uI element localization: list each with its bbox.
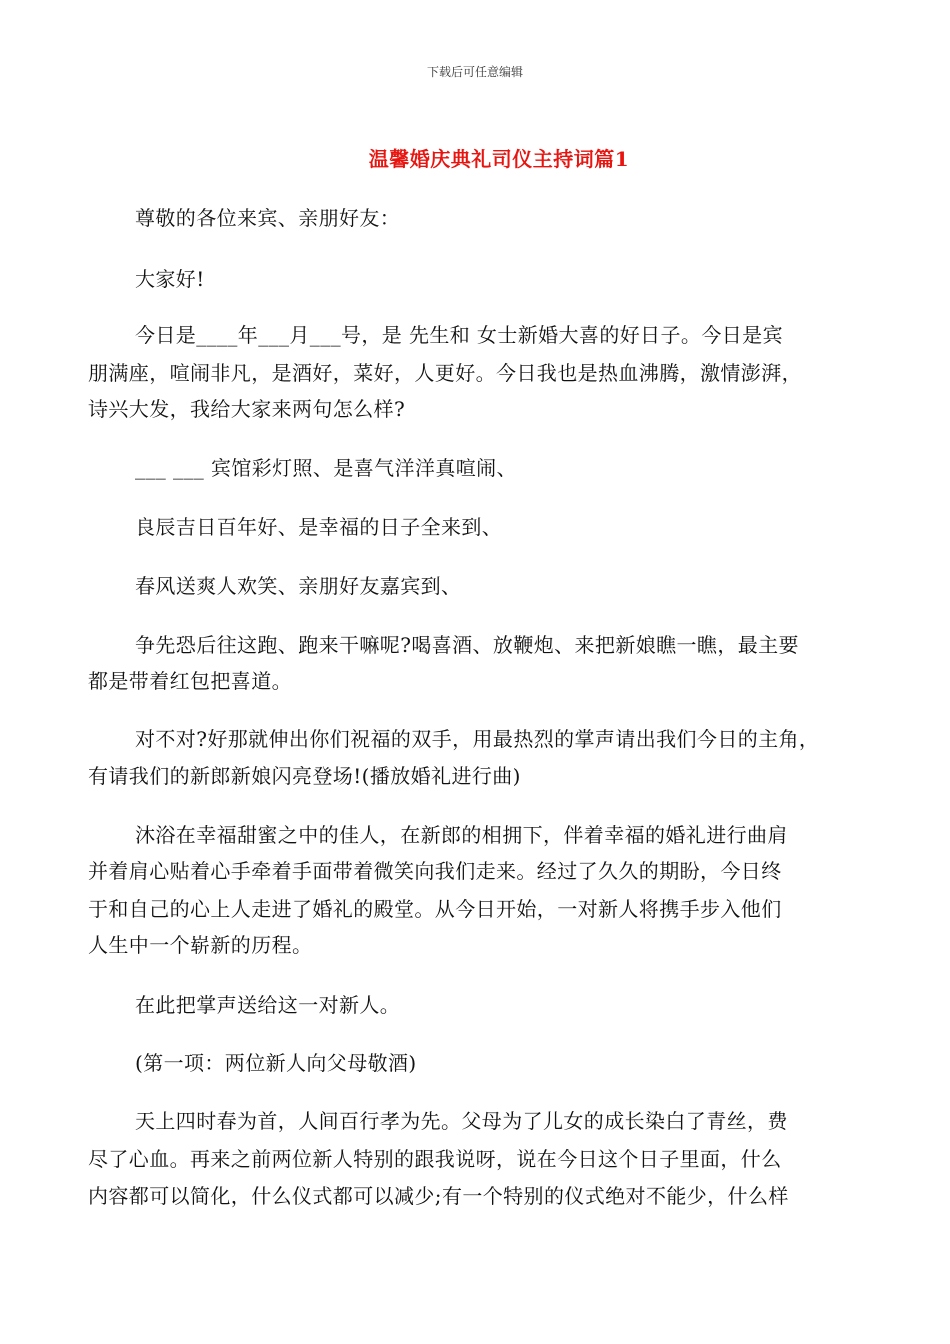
paragraph-line: (第一项：两位新人向父母敬酒) <box>135 1051 417 1075</box>
paragraph-line: 沐浴在幸福甜蜜之中的佳人，在新郎的相拥下，伴着幸福的婚礼进行曲肩 <box>135 823 788 847</box>
paragraph-line: 在此把掌声送给这一对新人。 <box>135 993 401 1017</box>
document-title: 温馨婚庆典礼司仪主持词篇1 <box>368 147 630 171</box>
paragraph-line: 内容都可以简化，什么仪式都可以减少;有一个特别的仪式绝对不能少，什么样 <box>88 1184 789 1208</box>
paragraph-line: 于和自己的心上人走进了婚礼的殿堂。从今日开始，一对新人将携手步入他们 <box>88 897 782 921</box>
paragraph-line: 尊敬的各位来宾、亲朋好友： <box>135 206 401 230</box>
page-header-note: 下载后可任意编辑 <box>426 65 523 79</box>
paragraph-line: 都是带着红包把喜道。 <box>88 669 292 693</box>
paragraph-line: 争先恐后往这跑、跑来干嘛呢?喝喜酒、放鞭炮、来把新娘瞧一瞧，最主要 <box>135 633 799 657</box>
paragraph-line: 并着肩心贴着心手牵着手面带着微笑向我们走来。经过了久久的期盼，今日终 <box>88 859 782 883</box>
paragraph-line: 人生中一个崭新的历程。 <box>88 933 313 957</box>
paragraph-line: 对不对?好那就伸出你们祝福的双手，用最热烈的掌声请出我们今日的主角， <box>135 727 820 751</box>
paragraph-line: 朋满座，喧闹非凡，是酒好，菜好，人更好。今日我也是热血沸腾，激情澎湃， <box>88 361 802 385</box>
paragraph-line: 诗兴大发，我给大家来两句怎么样? <box>88 397 406 421</box>
paragraph-line: 天上四时春为首，人间百行孝为先。父母为了儿女的成长染白了青丝，费 <box>135 1109 788 1133</box>
paragraph-line: 大家好! <box>135 267 205 291</box>
paragraph-line: 良辰吉日百年好、是幸福的日子全来到、 <box>135 515 503 539</box>
paragraph-line: 有请我们的新郎新娘闪亮登场!(播放婚礼进行曲) <box>88 764 521 788</box>
paragraph-line: ___ ___ 宾馆彩灯照、是喜气洋洋真喧闹、 <box>135 456 517 480</box>
paragraph-line: 今日是____年___月___号，是 先生和 女士新婚大喜的好日子。今日是宾 <box>135 323 783 347</box>
paragraph-line: 春风送爽人欢笑、亲朋好友嘉宾到、 <box>135 574 462 598</box>
paragraph-line: 尽了心血。再来之前两位新人特别的跟我说呀，说在今日这个日子里面，什么 <box>88 1147 782 1171</box>
